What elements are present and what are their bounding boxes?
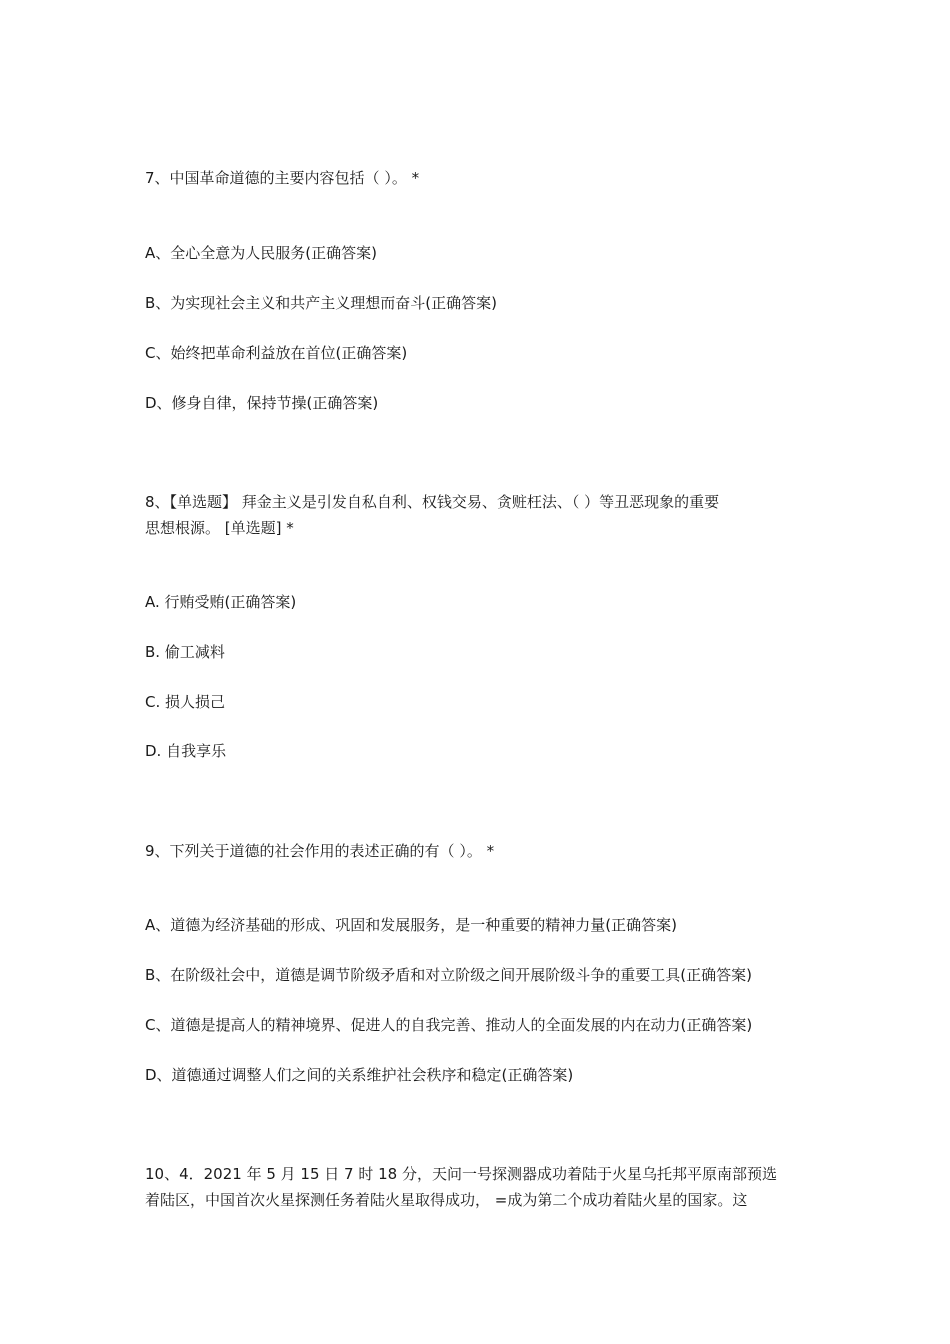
question-8-text-line-2: 思想根源。 [单选题] * [145, 519, 294, 537]
question-9-option-d: D、道德通过调整人们之间的关系维护社会秩序和稳定(正确答案) [145, 1066, 574, 1084]
question-8-text-line-1: 8、【单选题】 拜金主义是引发自私自利、权钱交易、贪赃枉法、（ ）等丑恶现象的重要 [145, 493, 720, 511]
question-7-option-c: C、始终把革命利益放在首位(正确答案) [145, 344, 408, 362]
question-10-text-line-1: 10、4．2021 年 5 月 15 日 7 时 18 分，天问一号探测器成功着陆于火星乌托邦平原南部预选 [145, 1165, 777, 1183]
question-8-option-d: D. 自我享乐 [145, 742, 227, 760]
question-7-text: 7、中国革命道德的主要内容包括（ ）。 * [145, 169, 420, 187]
question-9-option-b: B、在阶级社会中，道德是调节阶级矛盾和对立阶级之间开展阶级斗争的重要工具(正确答案) [145, 966, 752, 984]
question-10-text-line-2: 着陆区，中国首次火星探测任务着陆火星取得成功， =成为第二个成功着陆火星的国家。这 [145, 1191, 748, 1209]
question-7-option-d: D、修身自律，保持节操(正确答案) [145, 394, 379, 412]
question-9-option-c: C、道德是提高人的精神境界、促进人的自我完善、推动人的全面发展的内在动力(正确答案) [145, 1016, 753, 1034]
question-9-option-a: A、道德为经济基础的形成、巩固和发展服务，是一种重要的精神力量(正确答案) [145, 916, 677, 934]
question-7-option-b: B、为实现社会主义和共产主义理想而奋斗(正确答案) [145, 294, 497, 312]
question-8-option-b: B. 偷工减料 [145, 643, 225, 661]
question-8-option-c: C. 损人损己 [145, 693, 226, 711]
question-8-option-a: A. 行贿受贿(正确答案) [145, 593, 297, 611]
question-7-option-a: A、全心全意为人民服务(正确答案) [145, 244, 377, 262]
question-9-text: 9、下列关于道德的社会作用的表述正确的有（ ）。 * [145, 842, 495, 860]
